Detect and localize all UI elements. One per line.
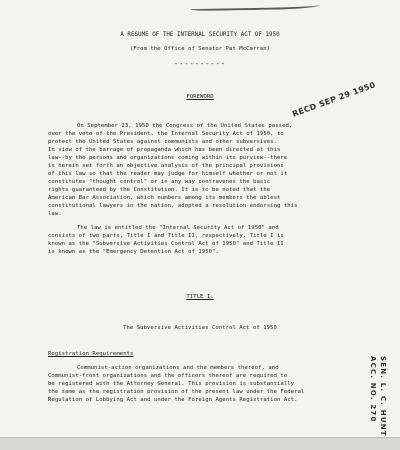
title-i-name: The Subversive Activities Control Act of 1950 — [123, 325, 277, 331]
paragraph-line: In view of the barrage of propaganda which has been directed at this — [48, 147, 281, 153]
paragraph-line: be registered with the Attorney General. This provision is substantially — [48, 381, 295, 387]
document-subtitle: (From the Office of Senator Pat McCarran) — [129, 46, 271, 52]
paragraph-line: of this law so that the reader may judge for himself whether or not it — [48, 171, 288, 177]
paragraph-line: over the veto of the President, the Internal Security Act of 1950, to — [48, 131, 284, 137]
paragraph-line: constitutional lawyers in the nation, adopted a resolution endorsing this — [48, 203, 298, 209]
paragraph-line: is known as the "Emergency Detention Act of 1950". — [48, 249, 219, 255]
paragraph-line: law. — [48, 211, 62, 217]
paragraph-line: the same as the registration provision of the present law under the Federal — [48, 389, 305, 395]
page-bottom-edge — [0, 437, 400, 450]
side-label-line: ACC. NO. 270 — [369, 356, 377, 423]
paragraph-line: consists of two parts, Title I and Title II, respectively. Title I is — [48, 233, 284, 239]
paragraph-line: Regulation of Lobbying Act and under the Foreign Agents Registration Act. — [48, 397, 298, 403]
paragraph-line: The law is entitled the "Internal Security Act of 1950" and — [77, 225, 279, 231]
received-stamp: RECD SEP 29 1950 — [291, 80, 377, 119]
registration-heading: Registration Requirements — [48, 351, 134, 357]
paragraph-line: Communist-front organizations and the officers thereof are required to — [48, 373, 288, 379]
paragraph-line: known as the "Subversive Activities Control Act of 1950" and Title II — [48, 241, 284, 247]
paragraph-line: On September 23, 1950 the Congress of the United States passed, — [77, 123, 293, 129]
section-divider: ---------- — [173, 60, 227, 68]
paragraph-line: law--by the persons and organizations coming within its purview--there — [48, 155, 288, 161]
archive-side-label — [368, 356, 388, 437]
document-title: A RESUME OF THE INTERNAL SECURITY ACT OF 1950 — [120, 32, 280, 38]
handwritten-scrawl — [190, 0, 320, 11]
foreword-heading: FOREWORD — [186, 94, 214, 100]
paragraph-line: American Bar Association, which numbers among its members the ablest — [48, 195, 281, 201]
paragraph-line: rights guaranteed by the Constitution. It is to be noted that the — [48, 187, 271, 193]
paragraph-line: constitutes "thought control" or in any way contravenes the basic — [48, 179, 271, 185]
side-label-line: SEN. L. C. HUNT — [379, 356, 387, 437]
paragraph-line: Communist-action organizations and the members thereof, and — [77, 365, 279, 371]
title-i-heading: TITLE I. — [186, 294, 214, 300]
paragraph-line: protect the United States against communists and other subversives. — [48, 139, 277, 145]
paragraph-line: is herein set forth an objective analysis of the principal provisions — [48, 163, 284, 169]
